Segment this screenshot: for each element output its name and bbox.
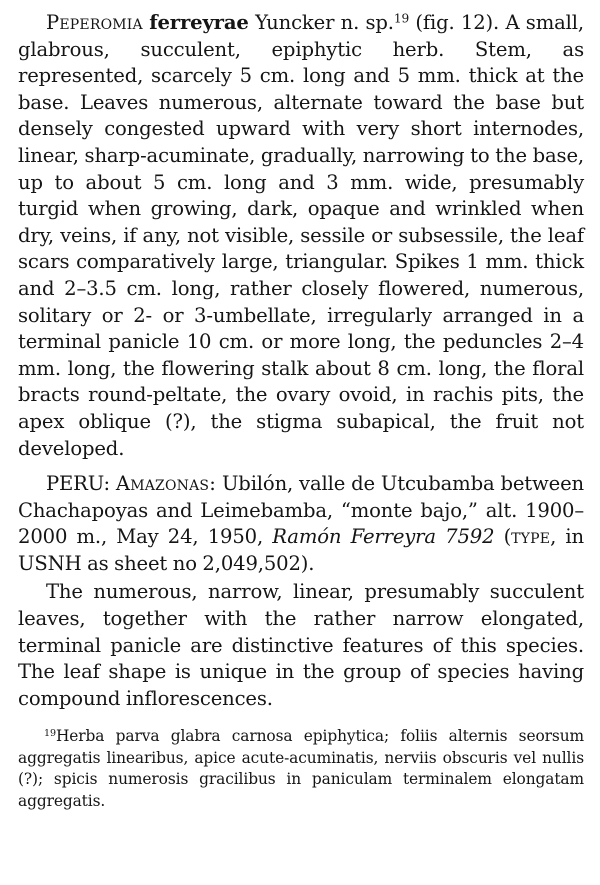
genus-name: Peperomia <box>46 11 143 34</box>
type-rest: , in USNH as sheet no 2,049,502). <box>18 525 584 575</box>
specimen-citation <box>18 471 584 577</box>
species-description <box>18 10 584 462</box>
region: Amazonas: <box>115 472 216 496</box>
footnote-number: 19 <box>44 728 56 740</box>
species-epithet: ferreyrae <box>149 11 249 34</box>
type-label: type <box>511 525 551 549</box>
collector: Ramón Ferreyra 7592 <box>272 525 495 549</box>
author-status: Yuncker n. sp. <box>255 11 394 34</box>
discussion-paragraph: The numerous, narrow, linear, presumably succulent leaves, together with the rather narrow elongated, terminal panicle are distinctive features of this species. The leaf shape is unique in the group of species having compound inflorescences. <box>18 580 584 710</box>
type-open: ( <box>503 525 512 549</box>
country: PERU: <box>46 472 110 496</box>
footnote-reference: 19 <box>393 11 410 26</box>
figure-reference: (fig. 12). <box>415 11 500 34</box>
footnote-text: Herba parva glabra carnosa epiphytica; foliis alternis seorsum aggregatis linearibus, apice acute-acuminatis, nerviis obscuris vel nullis (?); spicis numerosis gracilibus in paniculam terminalem elongatam aggregatis. <box>18 727 584 810</box>
description-text: A small, glabrous, succulent, epiphytic herb. Stem, as represented, scarcely 5 cm. long and 5 mm. thick at the base. Leaves numerous, alternate toward the base but densely congested upward with very short internodes, linear, sharp-acuminate, gradually, narrowing to the base, up to about 5 cm. long and 3 mm. wide, presumably turgid when growing, dark, opaque and wrinkled when dry, veins, if any, not visible, sessile or subsessile, the leaf scars comparatively large, triangular. Spikes 1 mm. thick and 2–3.5 cm. long, rather closely flowered, numerous, solitary or 2- or 3-umbellate, irregularly arranged in a terminal panicle 10 cm. or more long, the peduncles 2–4 mm. long, the flowering stalk about 8 cm. long, the floral bracts round-peltate, the ovary ovoid, in rachis pits, the apex oblique (?), the stigma subapical, the fruit not developed. <box>18 11 584 460</box>
locality-text: Ubilón, valle de Utcubamba between Chachapoyas and Leimebamba, “monte bajo,” alt. 1900–2000 m., May 24, 1950, <box>18 472 584 549</box>
footnote <box>18 726 584 812</box>
